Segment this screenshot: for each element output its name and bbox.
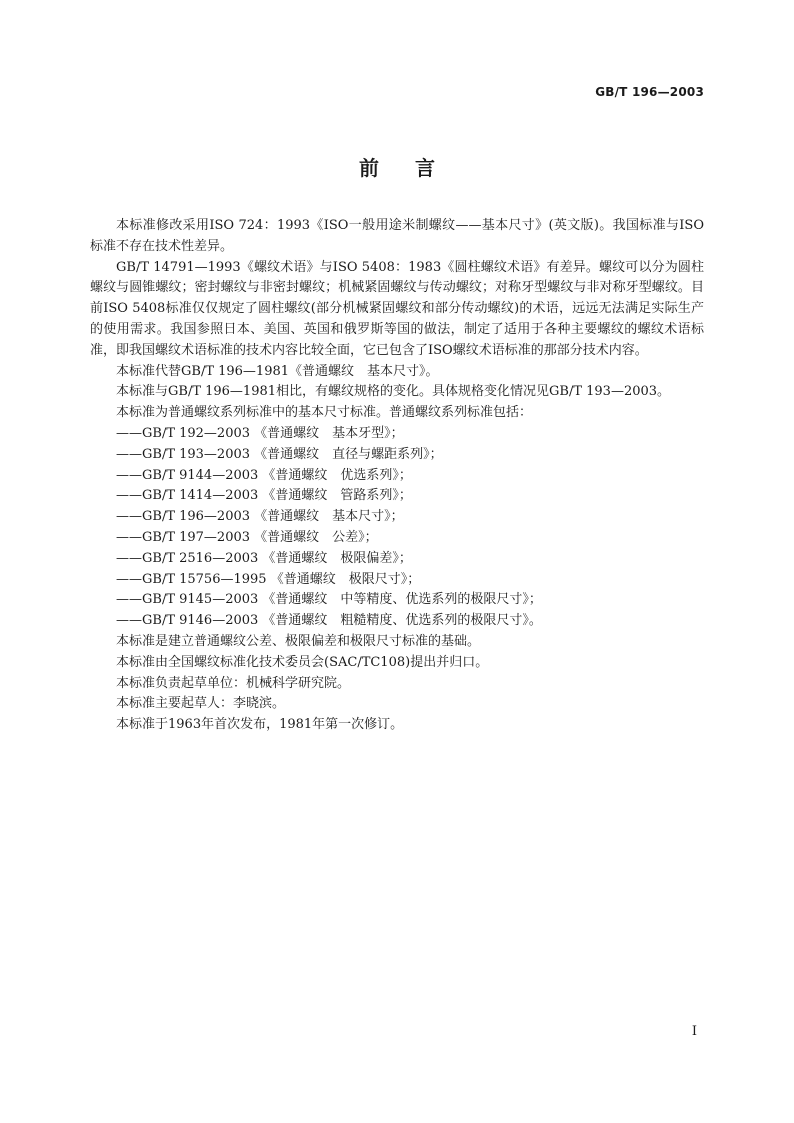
list-item: ——GB/T 9144—2003 《普通螺纹 优选系列》； <box>116 467 412 483</box>
paragraph-series-intro: 本标准为普通螺纹系列标准中的基本尺寸标准。普通螺纹系列标准包括： <box>116 405 533 421</box>
foreword-body <box>90 216 704 736</box>
paragraph-replaces: 本标准代替GB/T 196—1981《普通螺纹 基本尺寸》。 <box>116 363 439 379</box>
list-item: ——GB/T 192—2003 《普通螺纹 基本牙型》； <box>116 425 404 441</box>
page-number: I <box>691 1024 697 1039</box>
list-item: ——GB/T 15756—1995 《普通螺纹 极限尺寸》； <box>116 571 421 587</box>
paragraph-proposer: 本标准由全国螺纹标准化技术委员会(SAC/TC108)提出并归口。 <box>116 654 489 670</box>
list-item: ——GB/T 9145—2003 《普通螺纹 中等精度、优选系列的极限尺寸》； <box>116 592 542 608</box>
list-item: ——GB/T 197—2003 《普通螺纹 公差》； <box>116 529 378 545</box>
paragraph-basis: 本标准是建立普通螺纹公差、极限偏差和极限尺寸标准的基础。 <box>116 633 481 649</box>
paragraph-history: 本标准于1963年首次发布，1981年第一次修订。 <box>116 717 404 733</box>
paragraph-drafter: 本标准主要起草人：李晓滨。 <box>116 696 286 712</box>
paragraph-terminology-difference: GB/T 14791—1993《螺纹术语》与ISO 5408：1983《圆柱螺纹术语》有差异。螺纹可以分为圆柱螺纹与圆锥螺纹；密封螺纹与非密封螺纹；机械紧固螺纹与传动螺纹；对称牙型螺纹与非对称牙型螺纹。目前ISO 5408标准仅仅规定了圆柱螺纹(部分机械紧固螺纹和部分传动螺纹)的术语，远远无法满足实际生产的使用需求。我国参照日本、美国、英国和俄罗斯等国的做法，制定了适用于各种主要螺纹的螺纹术语标准，即我国螺纹术语标准的技术内容比较全面，它已包含了ISO螺纹术语标准的那部分技术内容。 <box>90 259 704 358</box>
page-title: 前言 <box>359 156 471 180</box>
series-list <box>90 424 704 632</box>
standard-code: GB/T 196—2003 <box>595 85 704 99</box>
paragraph-drafting-unit: 本标准负责起草单位：机械科学研究院。 <box>116 675 351 691</box>
paragraph-adoption: 本标准修改采用ISO 724：1993《ISO一般用途米制螺纹——基本尺寸》(英文版)。我国标准与ISO标准不存在技术性差异。 <box>90 218 704 254</box>
paragraph-changes: 本标准与GB/T 196—1981相比，有螺纹规格的变化。具体规格变化情况见GB/T 193—2003。 <box>116 384 671 400</box>
list-item: ——GB/T 2516—2003 《普通螺纹 极限偏差》； <box>116 550 412 566</box>
list-item: ——GB/T 9146—2003 《普通螺纹 粗糙精度、优选系列的极限尺寸》。 <box>116 613 542 629</box>
list-item: ——GB/T 196—2003 《普通螺纹 基本尺寸》； <box>116 509 404 525</box>
list-item: ——GB/T 193—2003 《普通螺纹 直径与螺距系列》； <box>116 446 443 462</box>
list-item: ——GB/T 1414—2003 《普通螺纹 管路系列》； <box>116 488 412 504</box>
